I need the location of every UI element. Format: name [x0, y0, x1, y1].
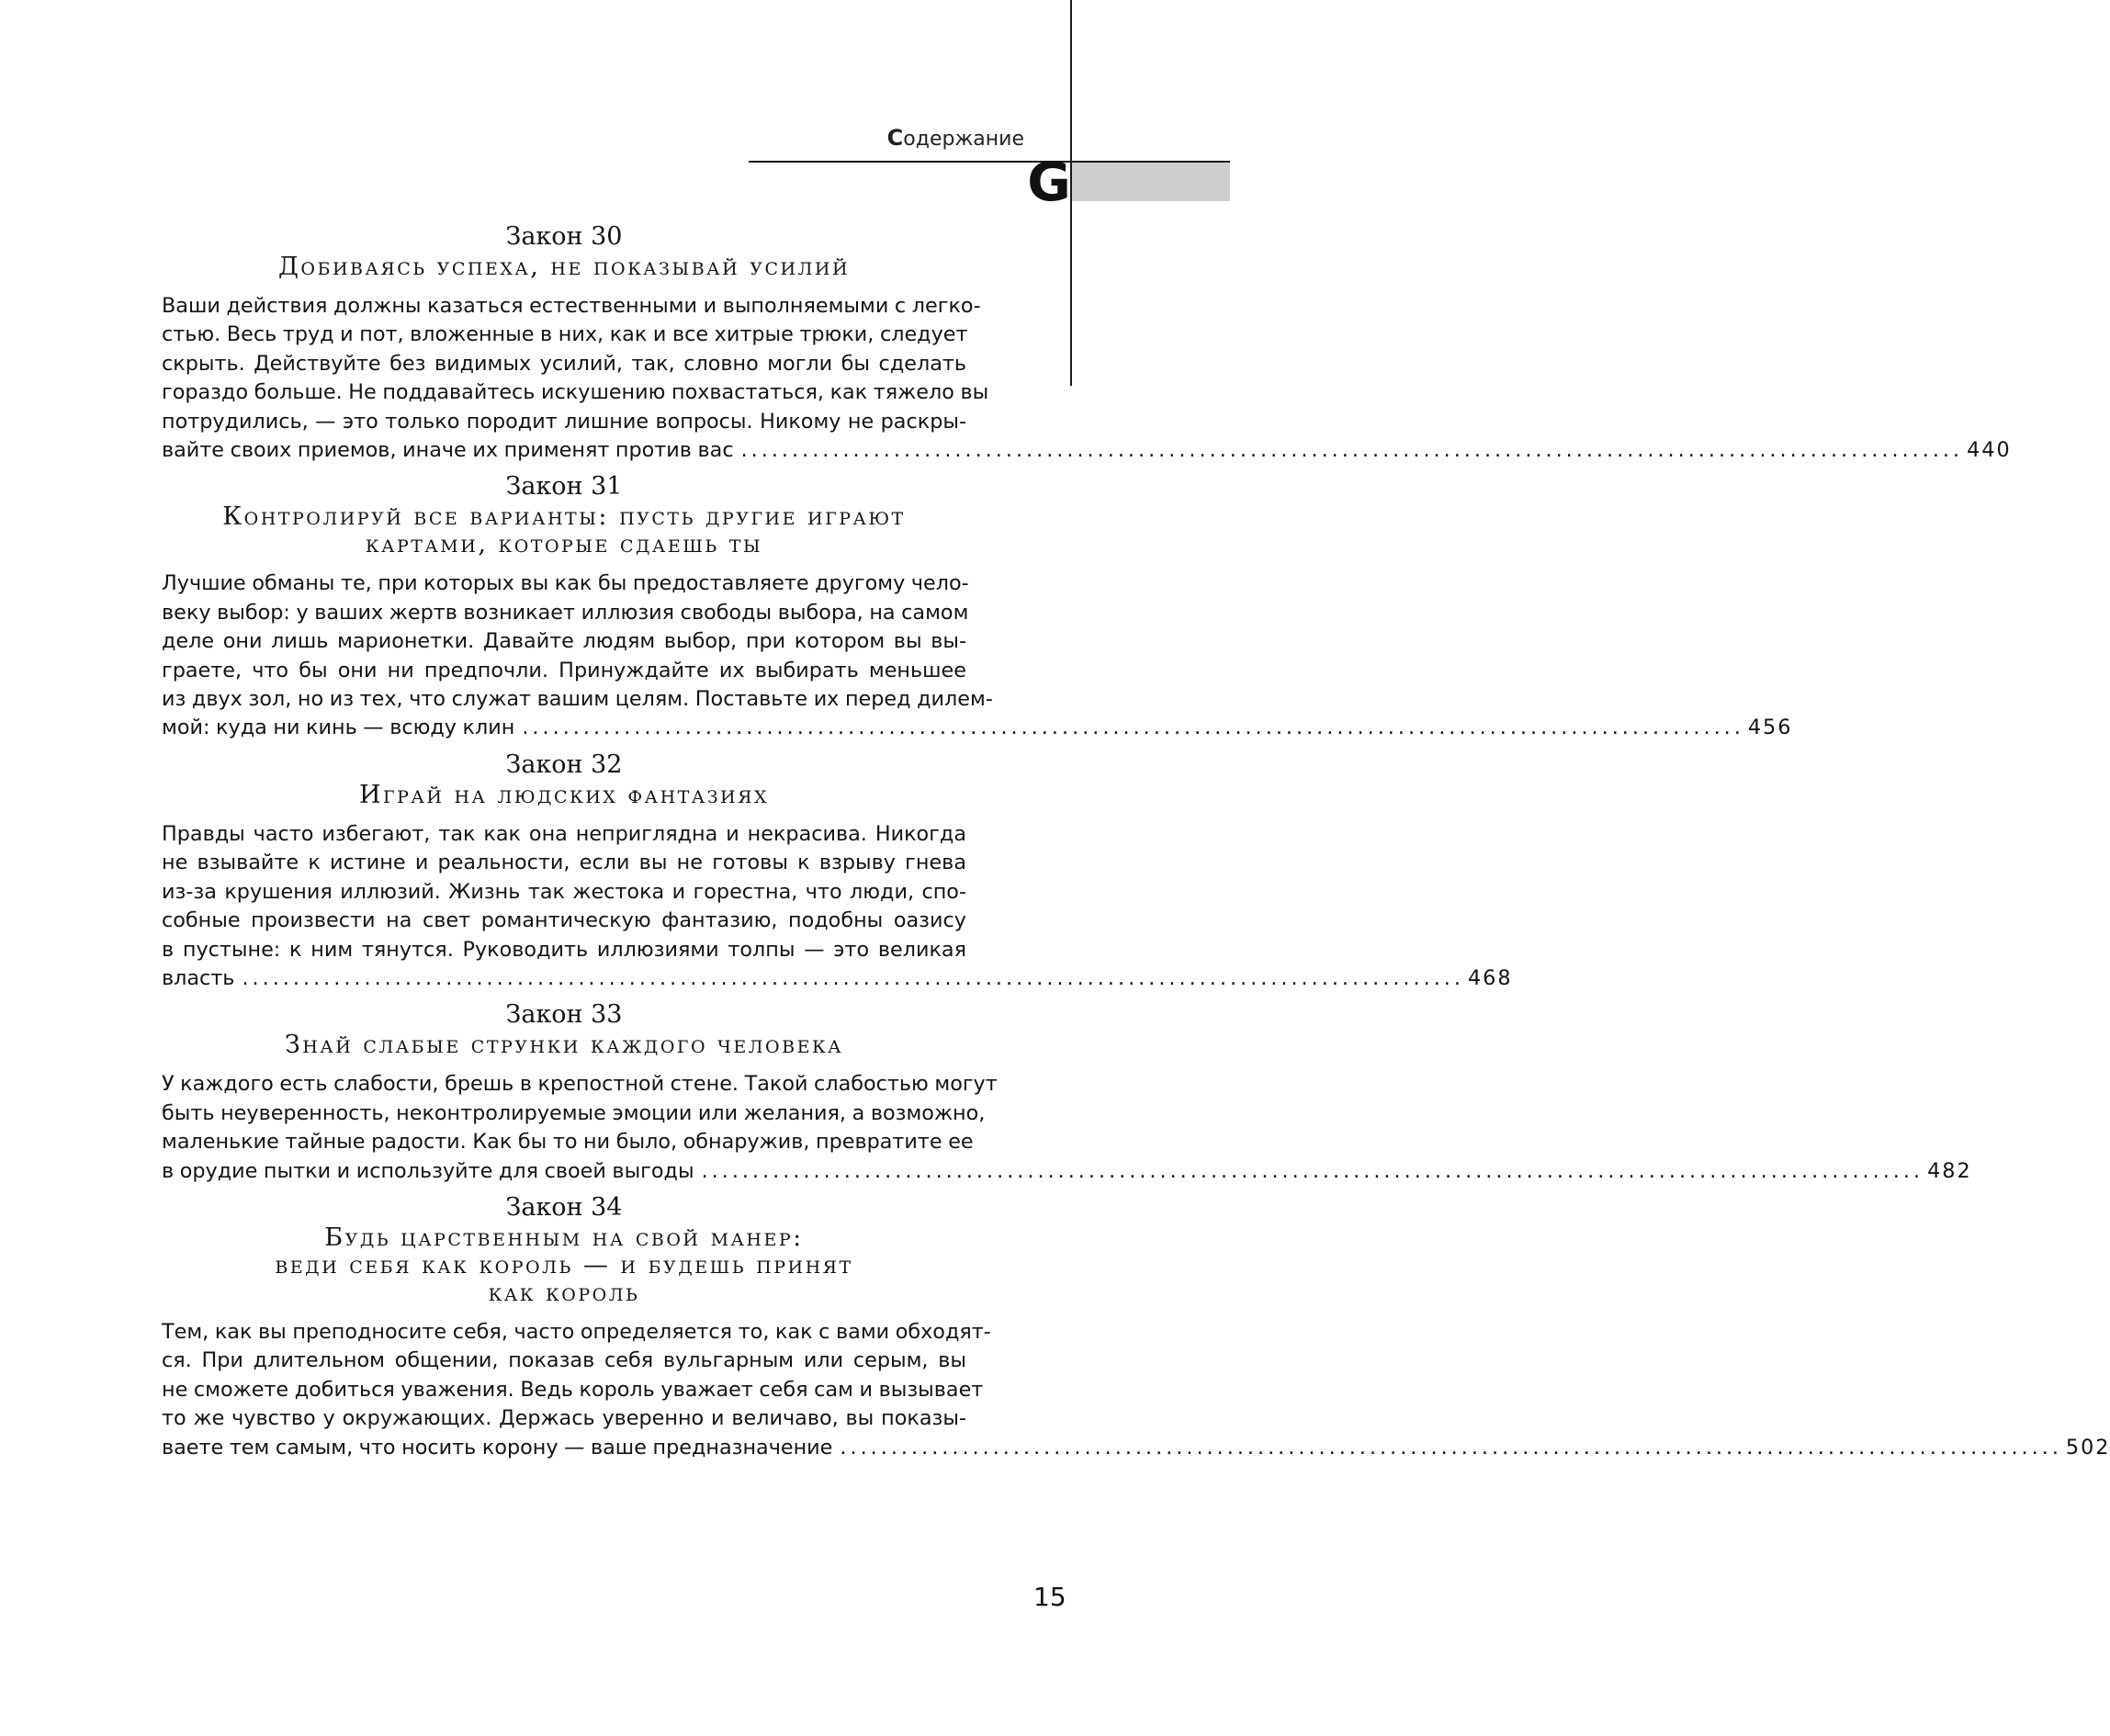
law-description [162, 1070, 1972, 1186]
description-line: ся. При длительном общении, показав себя вульгарным или серым, вы [162, 1348, 966, 1373]
description-line: не взывайте к истине и реальности, если вы не готовы к взрыву гнева [162, 851, 966, 875]
law-title-line: картами, которые сдаешь ты [365, 530, 763, 559]
description-line: в орудие пытки и используйте для своей выгоды [162, 1158, 694, 1183]
law-description [162, 292, 2012, 465]
description-line: быть неуверенность, неконтролируемые эмоции или желания, а возможно, [162, 1100, 986, 1125]
description-line: власть [162, 965, 235, 990]
law-title-line: Играй на людских фантазиях [359, 780, 769, 809]
toc-entry [162, 998, 1972, 1186]
law-title-line: веди себя как король — и будешь принят [275, 1250, 853, 1279]
description-line: ваете тем самым, что носить корону — ваше предназначение [162, 1435, 833, 1460]
description-last-line [162, 436, 2012, 465]
description-line: Лучшие обманы те, при которых вы как бы предоставляете другому чело- [162, 571, 969, 596]
section-letter: G [1027, 151, 1071, 213]
description-line: Правды часто избегают, так как она неприглядна и некрасива. Никогда [162, 821, 966, 846]
description-line: граете, что бы они ни предпочли. Принуждайте их выбирать меньшее [162, 658, 966, 682]
toc-entry [162, 470, 1793, 742]
section-title [887, 125, 1024, 151]
description-line: скрыть. Действуйте без видимых усилий, так, словно могли бы сделать [162, 351, 966, 376]
toc-page-number: 502 [2065, 1435, 2110, 1460]
law-title-line: Знай слабые струнки каждого человека [284, 1031, 844, 1060]
law-title-line: Контролируй все варианты: пусть другие играют [222, 502, 906, 532]
table-of-contents [162, 220, 2110, 1468]
dot-leader: ........................................................................................................................ [740, 438, 1964, 463]
description-line: вайте своих приемов, иначе их применят против вас [162, 438, 734, 463]
description-line: деле они лишь марионетки. Давайте людям выбор, при котором вы вы- [162, 629, 966, 654]
law-title-line: Будь царственным на свой манер: [324, 1223, 804, 1252]
section-title-rest: одержание [903, 128, 1024, 151]
law-title [162, 254, 966, 281]
law-number: Закон 30 [505, 222, 623, 251]
dot-leader: ........................................................................................................................ [522, 716, 1744, 740]
law-description [162, 820, 1513, 993]
description-last-line [162, 714, 1793, 742]
description-line: не сможете добиться уважения. Ведь король уважает себя сам и вызывает [162, 1377, 984, 1402]
description-line: из двух зол, но из тех, что служат вашим целям. Поставьте их перед дилем- [162, 687, 993, 712]
description-line: потрудились, — это только породит лишние вопросы. Никому не раскры- [162, 409, 966, 434]
dot-leader: ........................................................................................................................ [840, 1435, 2062, 1460]
section-title-initial: С [886, 125, 904, 151]
description-line: стью. Весь труд и пот, вложенные в них, как и все хитрые трюки, следует [162, 322, 968, 347]
law-number: Закон 33 [505, 1000, 623, 1030]
law-title [162, 1224, 966, 1307]
law-title [162, 782, 966, 809]
description-last-line [162, 1157, 1972, 1186]
law-description [162, 1318, 2110, 1462]
description-line: маленькие тайные радости. Как бы то ни было, обнаружив, превратите ее [162, 1130, 974, 1155]
law-number: Закон 34 [505, 1192, 623, 1222]
law-number: Закон 31 [505, 472, 623, 502]
description-last-line [162, 964, 1513, 993]
toc-entry [162, 1191, 2110, 1462]
section-tab-band [1072, 163, 1230, 201]
law-title [162, 1031, 966, 1059]
page-number: 15 [1033, 1582, 1066, 1612]
description-line: в пустыне: к ним тянутся. Руководить иллюзиями толпы — это великая [162, 937, 966, 962]
dot-leader: ........................................................................................................................ [701, 1158, 1924, 1183]
description-line: У каждого есть слабости, брешь в крепостной стене. Такой слабостью могут [162, 1072, 998, 1097]
description-line: мой: куда ни кинь — всюду клин [162, 716, 515, 740]
law-description [162, 569, 1793, 742]
description-line: гораздо больше. Не поддавайтесь искушению похвастаться, как тяжело вы [162, 380, 989, 405]
law-title-line: как король [488, 1278, 640, 1307]
law-title [162, 503, 966, 558]
description-line: собные произвести на свет романтическую фантазию, подобны оазису [162, 908, 966, 933]
description-line: то же чувство у окружающих. Держась уверенно и величаво, вы показы- [162, 1406, 966, 1431]
description-line: веку выбор: у ваших жертв возникает иллюзия свободы выбора, на самом [162, 600, 969, 625]
toc-entry [162, 749, 1513, 993]
law-title-line: Добиваясь успеха, не показывай усилий [277, 253, 851, 281]
toc-page-number: 468 [1467, 965, 1513, 990]
description-line: из-за крушения иллюзий. Жизнь так жестока и горестна, что люди, спо- [162, 879, 966, 904]
law-number: Закон 32 [505, 750, 623, 779]
dot-leader: ........................................................................................................................ [242, 965, 1464, 990]
toc-entry [162, 220, 2012, 465]
toc-page-number: 440 [1967, 438, 2012, 463]
toc-page-number: 456 [1747, 716, 1793, 740]
toc-page-number: 482 [1927, 1158, 1972, 1183]
description-line: Ваши действия должны казаться естественными и выполняемыми с легко- [162, 294, 981, 318]
description-line: Тем, как вы преподносите себя, часто определяется то, как с вами обходят- [162, 1319, 991, 1344]
description-last-line [162, 1434, 2110, 1462]
